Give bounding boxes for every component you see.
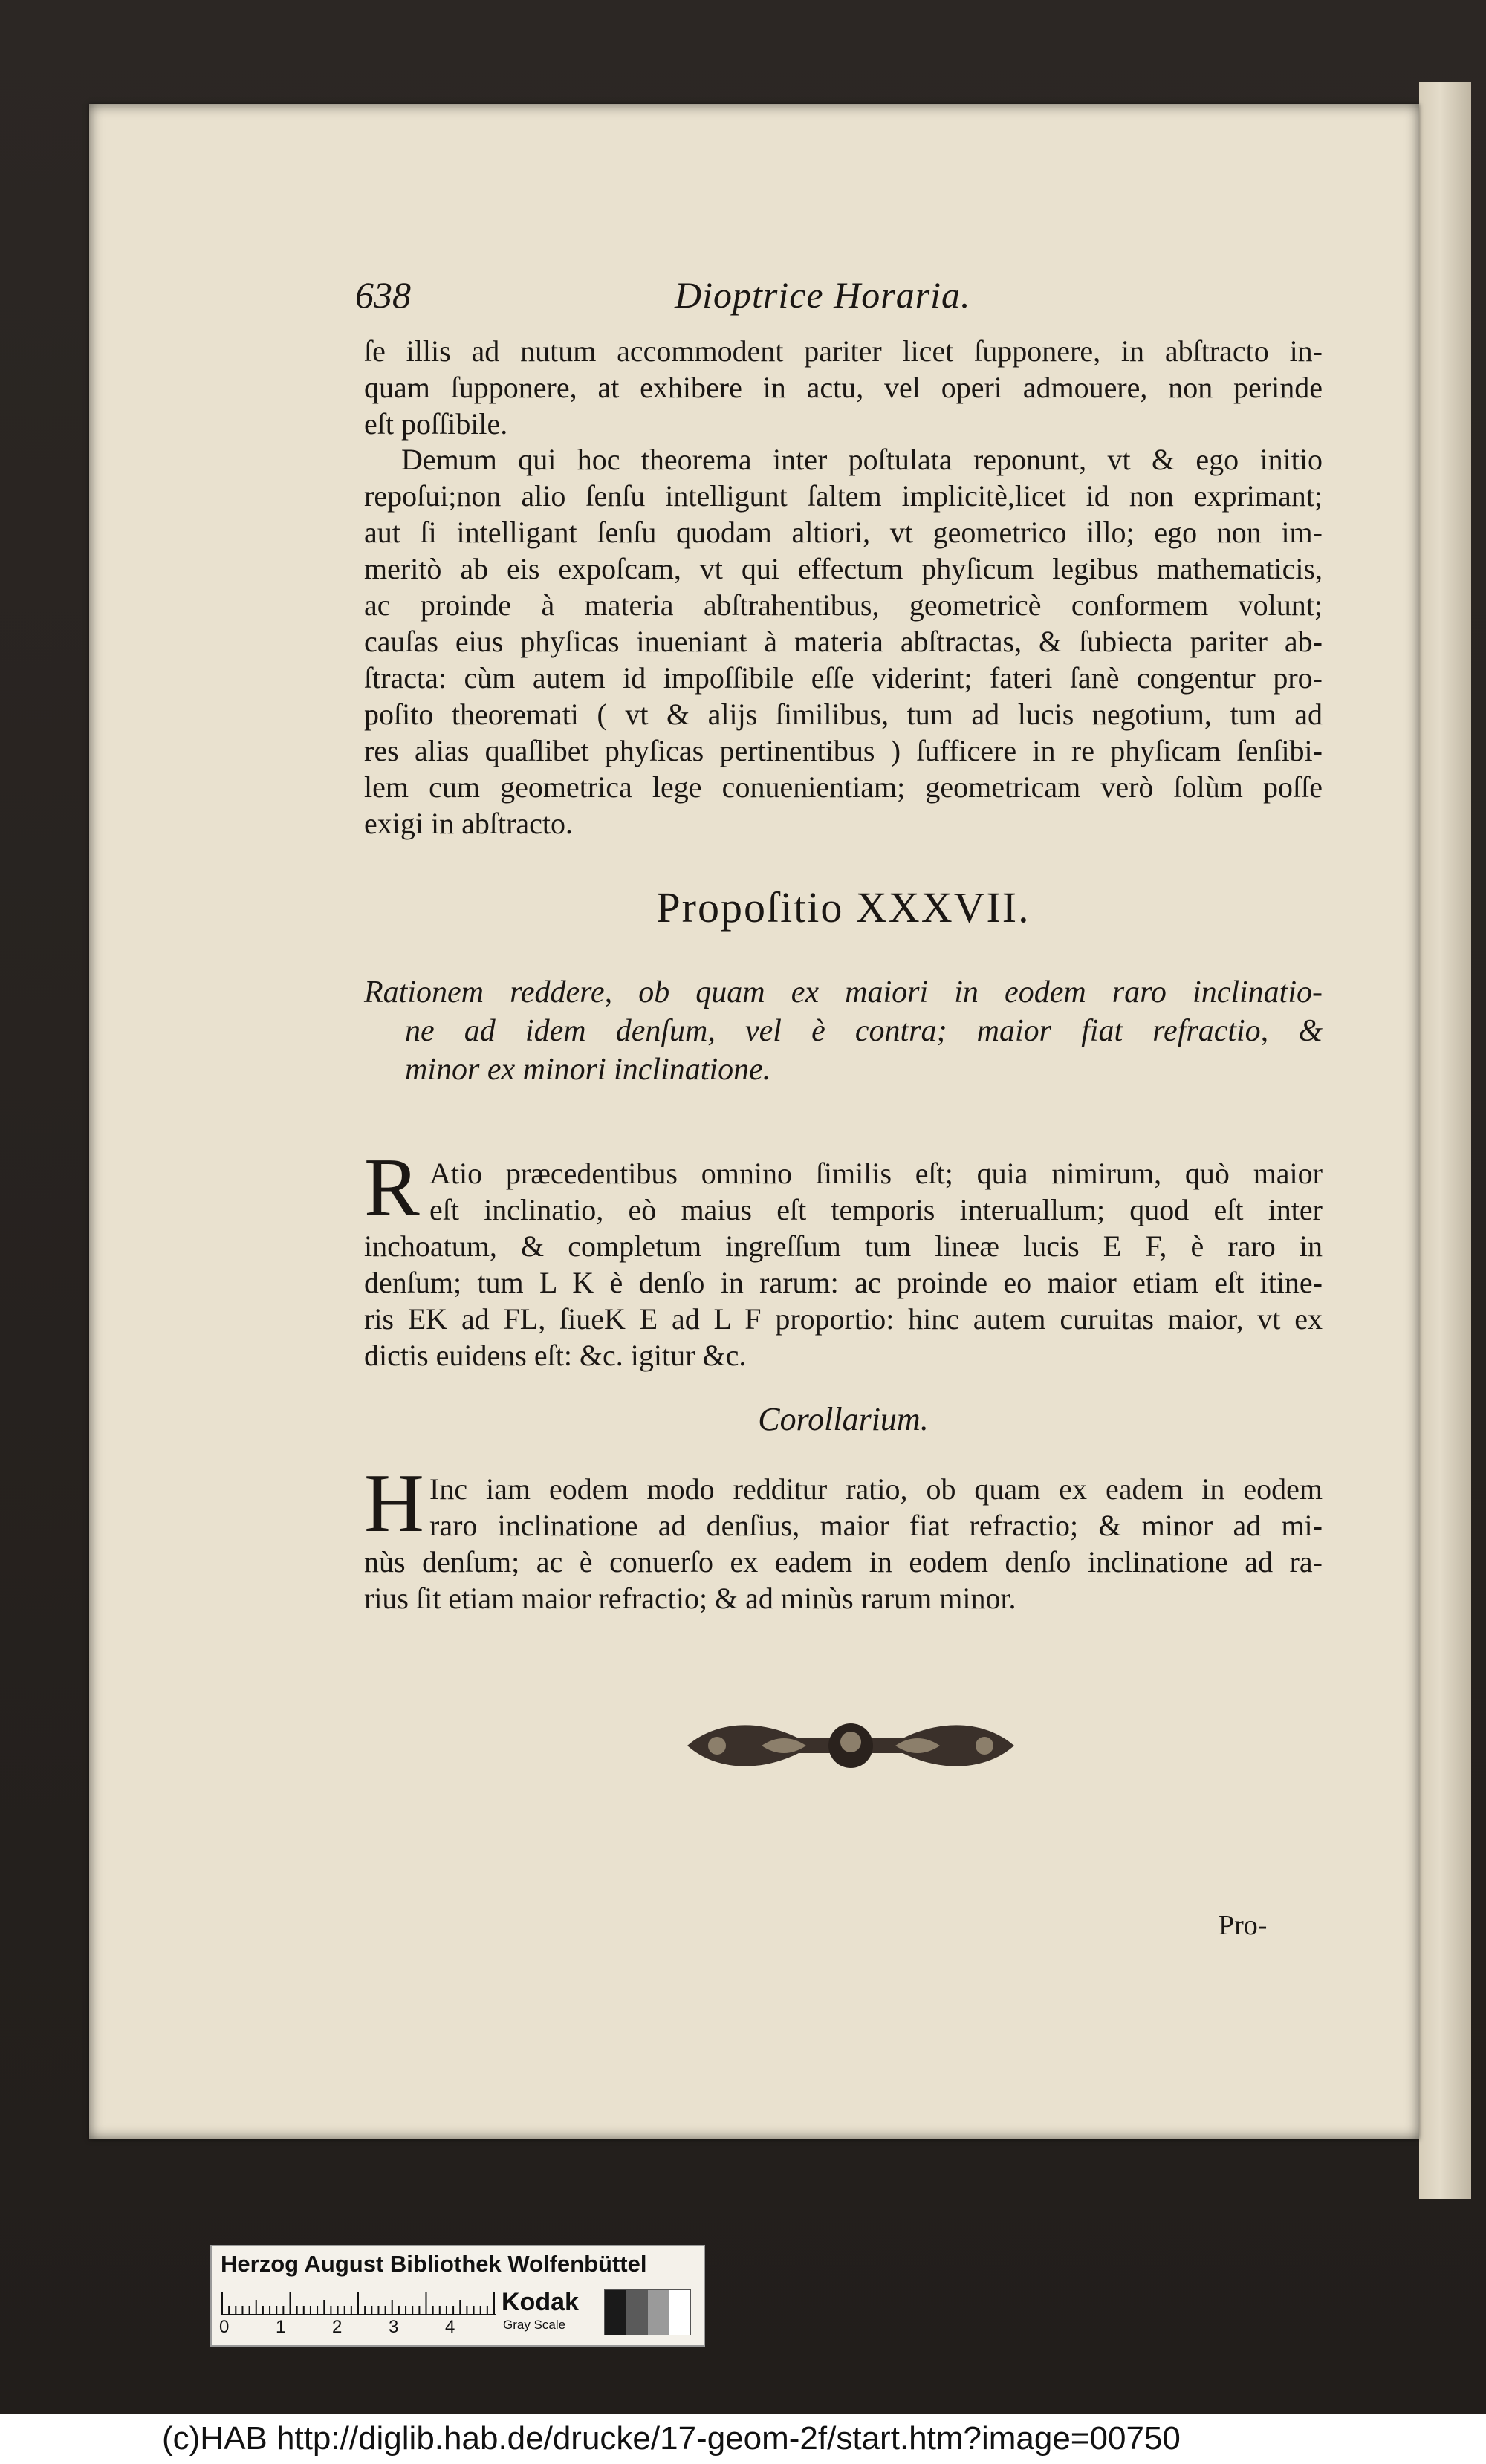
catchword: Pro-	[1219, 1910, 1268, 1941]
text-line: meritò ab eis expoſcam, vt qui effectum phyſicum legibus mathematicis,	[364, 552, 1323, 585]
text-line: res alias quaſlibet phyſicas pertinentibus ) ſufficere in re phyſicam ſenſibi-	[364, 734, 1323, 767]
ruler-tick-label: 2	[332, 2317, 343, 2337]
gray-swatch	[626, 2290, 648, 2335]
text-line: ac proinde à materia abſtrahentibus, geometricè conformem volunt;	[364, 588, 1323, 622]
decorative-ornament-icon	[672, 1712, 1029, 1779]
text-line: eſt poſſibile.	[364, 407, 508, 441]
text-line: eſt inclinatio, eò maius eſt temporis interuallum; quod eſt inter	[429, 1193, 1323, 1226]
text-line: denſum; tum L K è denſo in rarum: ac proinde eo maior etiam eſt itine-	[364, 1266, 1323, 1299]
text-line: dictis euidens eſt: &c. igitur &c.	[364, 1339, 747, 1372]
footer-bar	[0, 2414, 1486, 2464]
gray-swatch	[648, 2290, 669, 2335]
text-line: ſe illis ad nutum accommodent pariter licet ſupponere, in abſtracto in-	[364, 334, 1323, 368]
paragraph-1	[364, 333, 1323, 442]
text-line: Inc iam eodem modo redditur ratio, ob quam ex eadem in eodem	[429, 1472, 1323, 1506]
text-line: nùs denſum; ac è conuerſo ex eadem in eodem denſo inclinatione ad ra-	[364, 1545, 1323, 1579]
text-line: raro inclinatione ad denſius, maior fiat refractio; & minor ad mi-	[429, 1509, 1323, 1542]
proof-paragraph	[364, 1142, 1323, 1374]
proposition-heading: Propoſitio XXXVII.	[656, 883, 1031, 932]
page-number: 638	[355, 274, 411, 316]
drop-capital: H	[364, 1457, 424, 1550]
text-line: repoſui;non alio ſenſu intelligunt ſaltem implicitè,licet id non exprimant;	[364, 479, 1323, 513]
drop-capital: R	[364, 1142, 420, 1234]
paragraph-2	[364, 441, 1323, 842]
running-title: Dioptrice Horaria.	[675, 274, 971, 316]
text-line: aut ſi intelligant ſenſu quodam altiori, vt geometrico illo; ego non im-	[364, 516, 1323, 549]
kodak-brand: Kodak	[502, 2288, 579, 2316]
corollary-paragraph	[364, 1457, 1323, 1616]
text-line: rius ſit etiam maior refractio; & ad minùs rarum minor.	[364, 1582, 1016, 1615]
corollary-heading: Corollarium.	[758, 1401, 929, 1437]
gray-scale-swatches	[604, 2289, 691, 2335]
gray-scale-label: Gray Scale	[503, 2318, 566, 2332]
text-line: ne ad idem denſum, vel è contra; maior fiat refractio, &	[405, 1014, 1323, 1048]
gray-swatch	[669, 2290, 690, 2335]
gray-swatch	[605, 2290, 626, 2335]
text-line: minor ex minori inclinatione.	[405, 1053, 771, 1087]
text-line: poſito theoremati ( vt & alijs ſimilibus, tum ad lucis negotium, tum ad	[364, 698, 1323, 731]
ruler-tick-label: 4	[445, 2317, 455, 2337]
measurement-ruler	[221, 2286, 496, 2316]
text-line: Rationem reddere, ob quam ex maiori in eodem raro inclinatio-	[364, 975, 1323, 1010]
ruler-tick-label: 0	[219, 2317, 230, 2337]
running-head	[355, 273, 1314, 325]
text-line: ſtracta: cùm autem id impoſſibile eſſe viderint; fateri ſanè congentur pro-	[364, 661, 1323, 695]
ruler-tick-labels	[219, 2317, 502, 2339]
proposition-enunciation	[364, 973, 1323, 1089]
text-line: ris EK ad FL, ſiueK E ad L F proportio: hinc autem curuitas maior, vt ex	[364, 1302, 1323, 1336]
text-line: inchoatum, & completum ingreſſum tum lineæ lucis E F, è raro in	[364, 1229, 1323, 1263]
text-line: cauſas eius phyſicas inueniant à materia abſtractas, & ſubiecta pariter ab-	[364, 625, 1323, 658]
ruler-tick-label: 1	[276, 2317, 286, 2337]
color-calibration-bar	[210, 2245, 705, 2347]
facing-page-edge	[1419, 82, 1471, 2199]
text-line: quam ſupponere, at exhibere in actu, vel operi admouere, non perinde	[364, 371, 1323, 404]
text-line: Atio præcedentibus omnino ſimilis eſt; quia nimirum, quò maior	[429, 1157, 1323, 1190]
library-name: Herzog August Bibliothek Wolfenbüttel	[221, 2251, 647, 2277]
copyright-url[interactable]: (c)HAB http://diglib.hab.de/drucke/17-geom-2f/start.htm?image=00750	[162, 2420, 1181, 2457]
ruler-tick-label: 3	[389, 2317, 399, 2337]
text-line: lem cum geometrica lege conuenientiam; geometricam verò ſolùm poſſe	[364, 770, 1323, 804]
text-line: exigi in abſtracto.	[364, 807, 574, 840]
text-line: Demum qui hoc theorema inter poſtulata reponunt, vt & ego initio	[401, 443, 1323, 476]
